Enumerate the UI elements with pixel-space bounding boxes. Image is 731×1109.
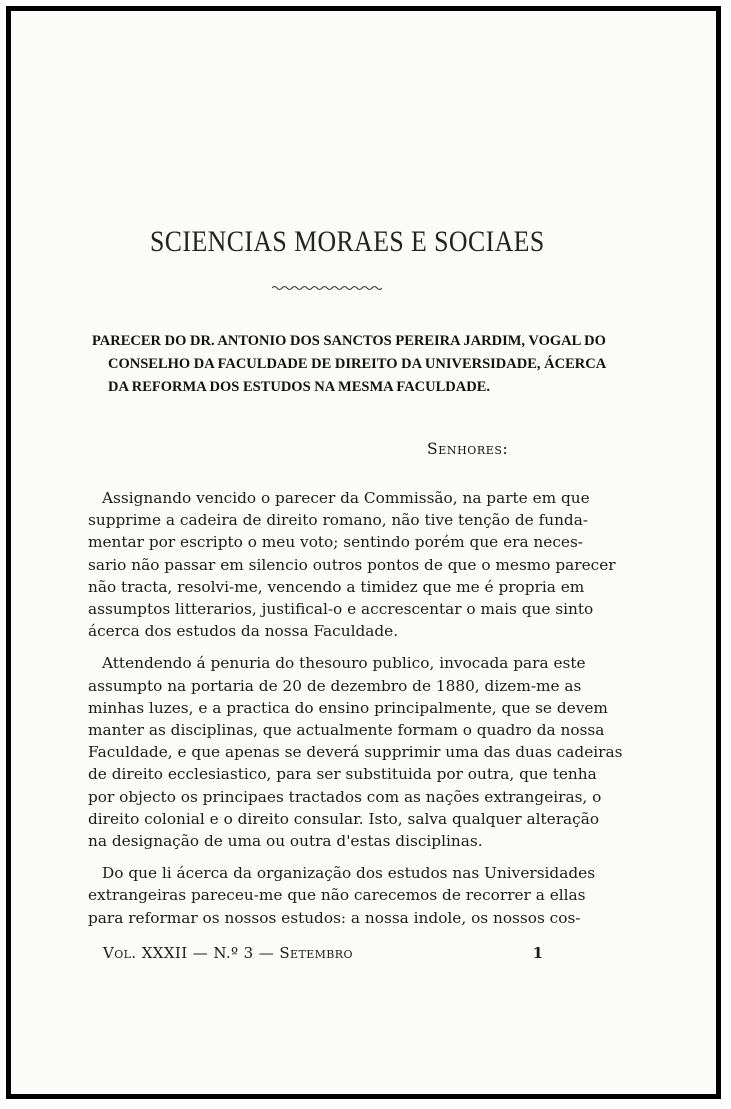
section-title: SCIENCIAS MORAES E SOCIAES (150, 225, 545, 258)
text-line: na designação de uma ou outra d'estas disciplinas. (88, 832, 483, 851)
heading-line: DA REFORMA DOS ESTUDOS NA MESMA FACULDADE. (108, 379, 491, 395)
text-line: minhas luzes, e a practica do ensino principalmente, que se devem (88, 698, 608, 717)
text-line: ácerca dos estudos da nossa Faculdade. (88, 622, 399, 641)
text-line: sario não passar em silencio outros pontos de que o mesmo parecer (88, 555, 616, 574)
text-line: supprime a cadeira de direito romano, não tive tenção de funda- (88, 511, 589, 530)
volume-info: Vol. XXXII — N.º 3 — Setembro (103, 944, 353, 962)
text-line: para reformar os nossos estudos: a nossa indole, os nossos cos- (88, 908, 581, 927)
text-line: Assignando vencido o parecer da Commissão, na parte em que (102, 489, 590, 507)
text-line: manter as disciplinas, que actualmente formam o quadro da nossa (88, 721, 605, 740)
text-line: extrangeiras pareceu-me que não carecemos de recorrer a ellas (88, 886, 586, 905)
heading-line: CONSELHO DA FACULDADE DE DIREITO DA UNIVERSIDADE, ÁCERCA (108, 356, 607, 372)
text-line: mentar por escripto o meu voto; sentindo porém que era neces- (88, 533, 583, 552)
ornament-divider (272, 284, 382, 292)
text-line: Faculdade, e que apenas se deverá supprimir uma das duas cadeiras (88, 743, 623, 762)
paragraph (88, 652, 623, 852)
text-line: não tracta, resolvi-me, vencendo a timidez que me é propria em (88, 577, 585, 596)
body-text (88, 487, 623, 939)
text-line: Attendendo á penuria do thesouro publico, invocada para este (102, 654, 586, 673)
text-line: assumptos litterarios, justifical-o e accrescentar o mais que sinto (88, 600, 594, 619)
paragraph (88, 487, 616, 642)
text-line: de direito ecclesiastico, para ser substituida por outra, que tenha (88, 765, 597, 784)
salutation: Senhores: (427, 440, 509, 458)
paragraph (88, 862, 596, 929)
page-footer (103, 944, 543, 966)
text-line: Do que li ácerca da organização dos estudos nas Universidades (102, 864, 596, 883)
text-line: direito colonial e o direito consular. Isto, salva qualquer alteração (88, 809, 600, 828)
heading-line: PARECER DO DR. ANTONIO DOS SANCTOS PEREIRA JARDIM, VOGAL DO (92, 333, 606, 349)
page-number: 1 (532, 944, 543, 962)
text-line: por objecto os principaes tractados com as nações extrangeiras, o (88, 787, 602, 806)
article-heading (92, 330, 607, 399)
text-line: assumpto na portaria de 20 de dezembro de 1880, dizem-me as (88, 676, 582, 695)
